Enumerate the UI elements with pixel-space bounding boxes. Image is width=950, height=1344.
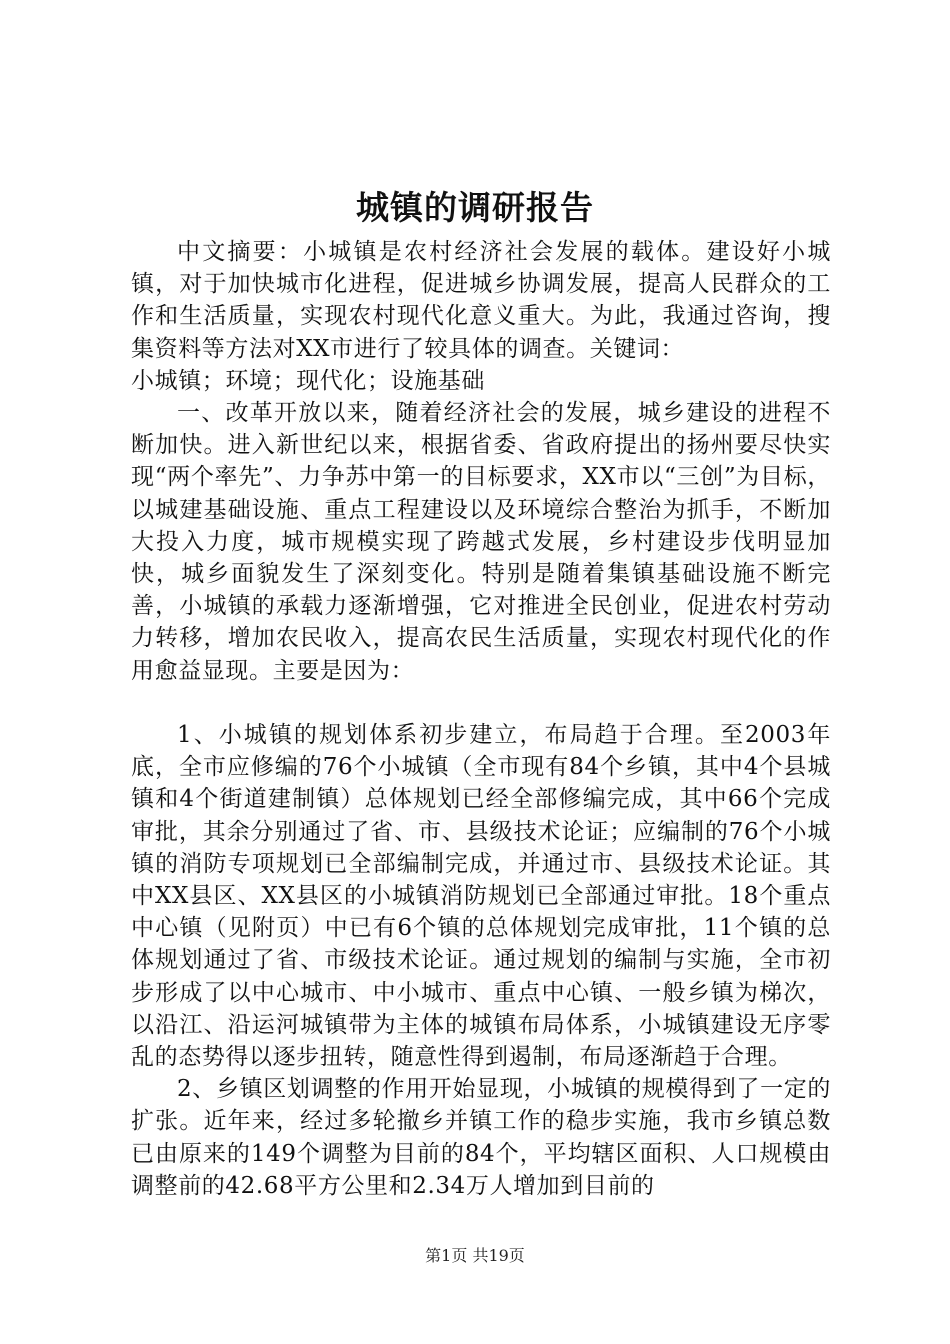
paragraph-gap xyxy=(131,687,831,719)
abstract-paragraph: 中文摘要：小城镇是农村经济社会发展的载体。建设好小城镇，对于加快城市化进程，促进城乡协调发展，提高人民群众的工作和生活质量，实现农村现代化意义重大。为此，我通过咨询，搜集资料等方法对XX市进行了较具体的调查。关键词： xyxy=(131,239,831,362)
document-title: 城镇的调研报告 xyxy=(356,188,594,227)
keywords-line: 小城镇；环境；现代化；设施基础 xyxy=(131,367,485,394)
document-body xyxy=(131,236,831,1202)
section-one-paragraph: 一、改革开放以来，随着经济社会的发展，城乡建设的进程不断加快。进入新世纪以来，根据省委、省政府提出的扬州要尽快实现“两个率先”、力争苏中第一的目标要求，XX市以“三创”为目标，以城建基础设施、重点工程建设以及环境综合整治为抓手，不断加大投入力度，城市规模实现了跨越式发展，乡村建设步伐明显加快，城乡面貌发生了深刻变化。特别是随着集镇基础设施不断完善，小城镇的承载力逐渐增强，它对推进全民创业，促进农村劳动力转移，增加农民收入，提高农民生活质量，实现农村现代化的作用愈益显现。主要是因为： xyxy=(131,400,831,684)
point-two-paragraph: 2、乡镇区划调整的作用开始显现，小城镇的规模得到了一定的扩张。近年来，经过多轮撤乡并镇工作的稳步实施，我市乡镇总数已由原来的149个调整为目前的84个，平均辖区面积、人口规模由调整前的42.68平方公里和2.34万人增加到目前的 xyxy=(131,1076,831,1199)
point-one-paragraph: 1、小城镇的规划体系初步建立，布局趋于合理。至2003年底，全市应修编的76个小城镇（全市现有84个乡镇，其中4个县城镇和4个街道建制镇）总体规划已经全部修编完成，其中66个完成审批，其余分别通过了省、市、县级技术论证；应编制的76个小城镇的消防专项规划已全部编制完成，并通过市、县级技术论证。其中XX县区、XX县区的小城镇消防规划已全部通过审批。18个重点中心镇（见附页）中已有6个镇的总体规划完成审批，11个镇的总体规划通过了省、市级技术论证。通过规划的编制与实施，全市初步形成了以中心城市、中小城市、重点中心镇、一般乡镇为梯次，以沿江、沿运河城镇带为主体的城镇布局体系，小城镇建设无序零乱的态势得以逐步扭转，随意性得到遏制，布局逐渐趋于合理。 xyxy=(131,722,831,1071)
page-footer: 第1页 共19页 xyxy=(425,1246,525,1265)
